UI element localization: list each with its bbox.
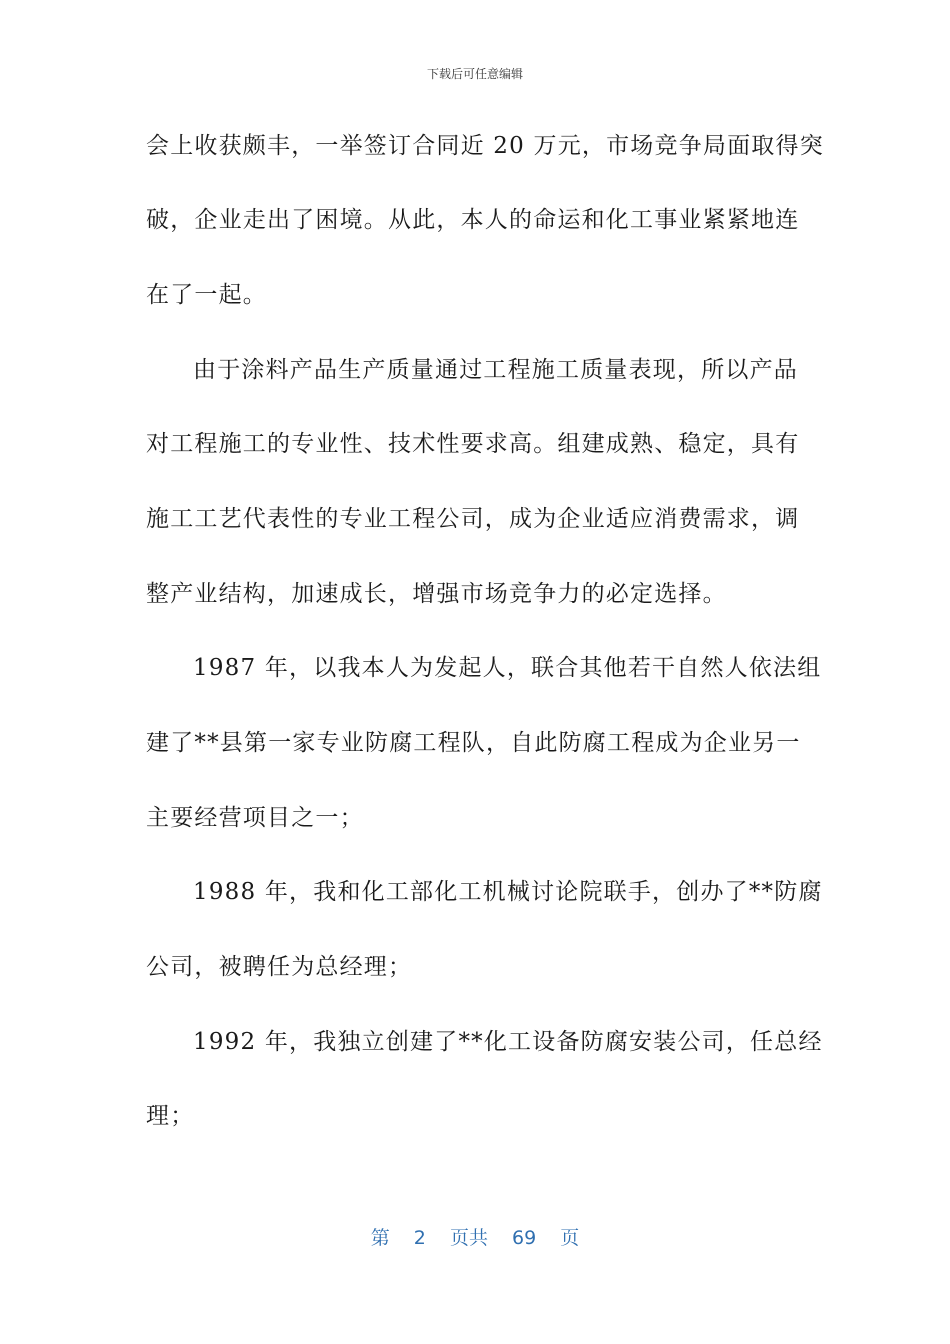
text-line: 公司，被聘任为总经理；	[146, 954, 413, 980]
current-page-number: 2	[413, 1227, 426, 1249]
paragraph-first-line: 1988 年，我和化工部化工机械讨论院联手，创办了**防腐	[193, 879, 823, 905]
text-line: 施工工艺代表性的专业工程公司，成为企业适应消费需求，调	[146, 506, 800, 532]
text-line: 主要经营项目之一；	[146, 805, 364, 831]
paragraph-first-line: 1992 年，我独立创建了**化工设备防腐安装公司，任总经	[193, 1029, 823, 1055]
total-pages: 69	[512, 1227, 537, 1249]
paragraph-first-line: 由于涂料产品生产质量通过工程施工质量表现，所以产品	[193, 357, 798, 383]
text-line: 建了**县第一家专业防腐工程队，自此防腐工程成为企业另一	[146, 730, 801, 756]
text-line: 对工程施工的专业性、技术性要求高。组建成熟、稳定，具有	[146, 431, 800, 457]
page-mid: 页共	[449, 1227, 488, 1249]
page-footer	[0, 1226, 950, 1250]
page-prefix: 第	[370, 1227, 390, 1249]
text-line: 整产业结构，加速成长，增强市场竞争力的必定选择。	[146, 581, 727, 607]
page-header: 下载后可任意编辑	[426, 67, 523, 81]
text-line: 会上收获颇丰，一举签订合同近 20 万元，市场竞争局面取得突	[146, 133, 824, 159]
text-line: 在了一起。	[146, 282, 267, 308]
text-line: 破，企业走出了困境。从此，本人的命运和化工事业紧紧地连	[146, 207, 800, 233]
page-suffix: 页	[560, 1227, 580, 1249]
text-line: 理；	[146, 1103, 195, 1129]
paragraph-first-line: 1987 年，以我本人为发起人，联合其他若干自然人依法组	[193, 655, 822, 681]
